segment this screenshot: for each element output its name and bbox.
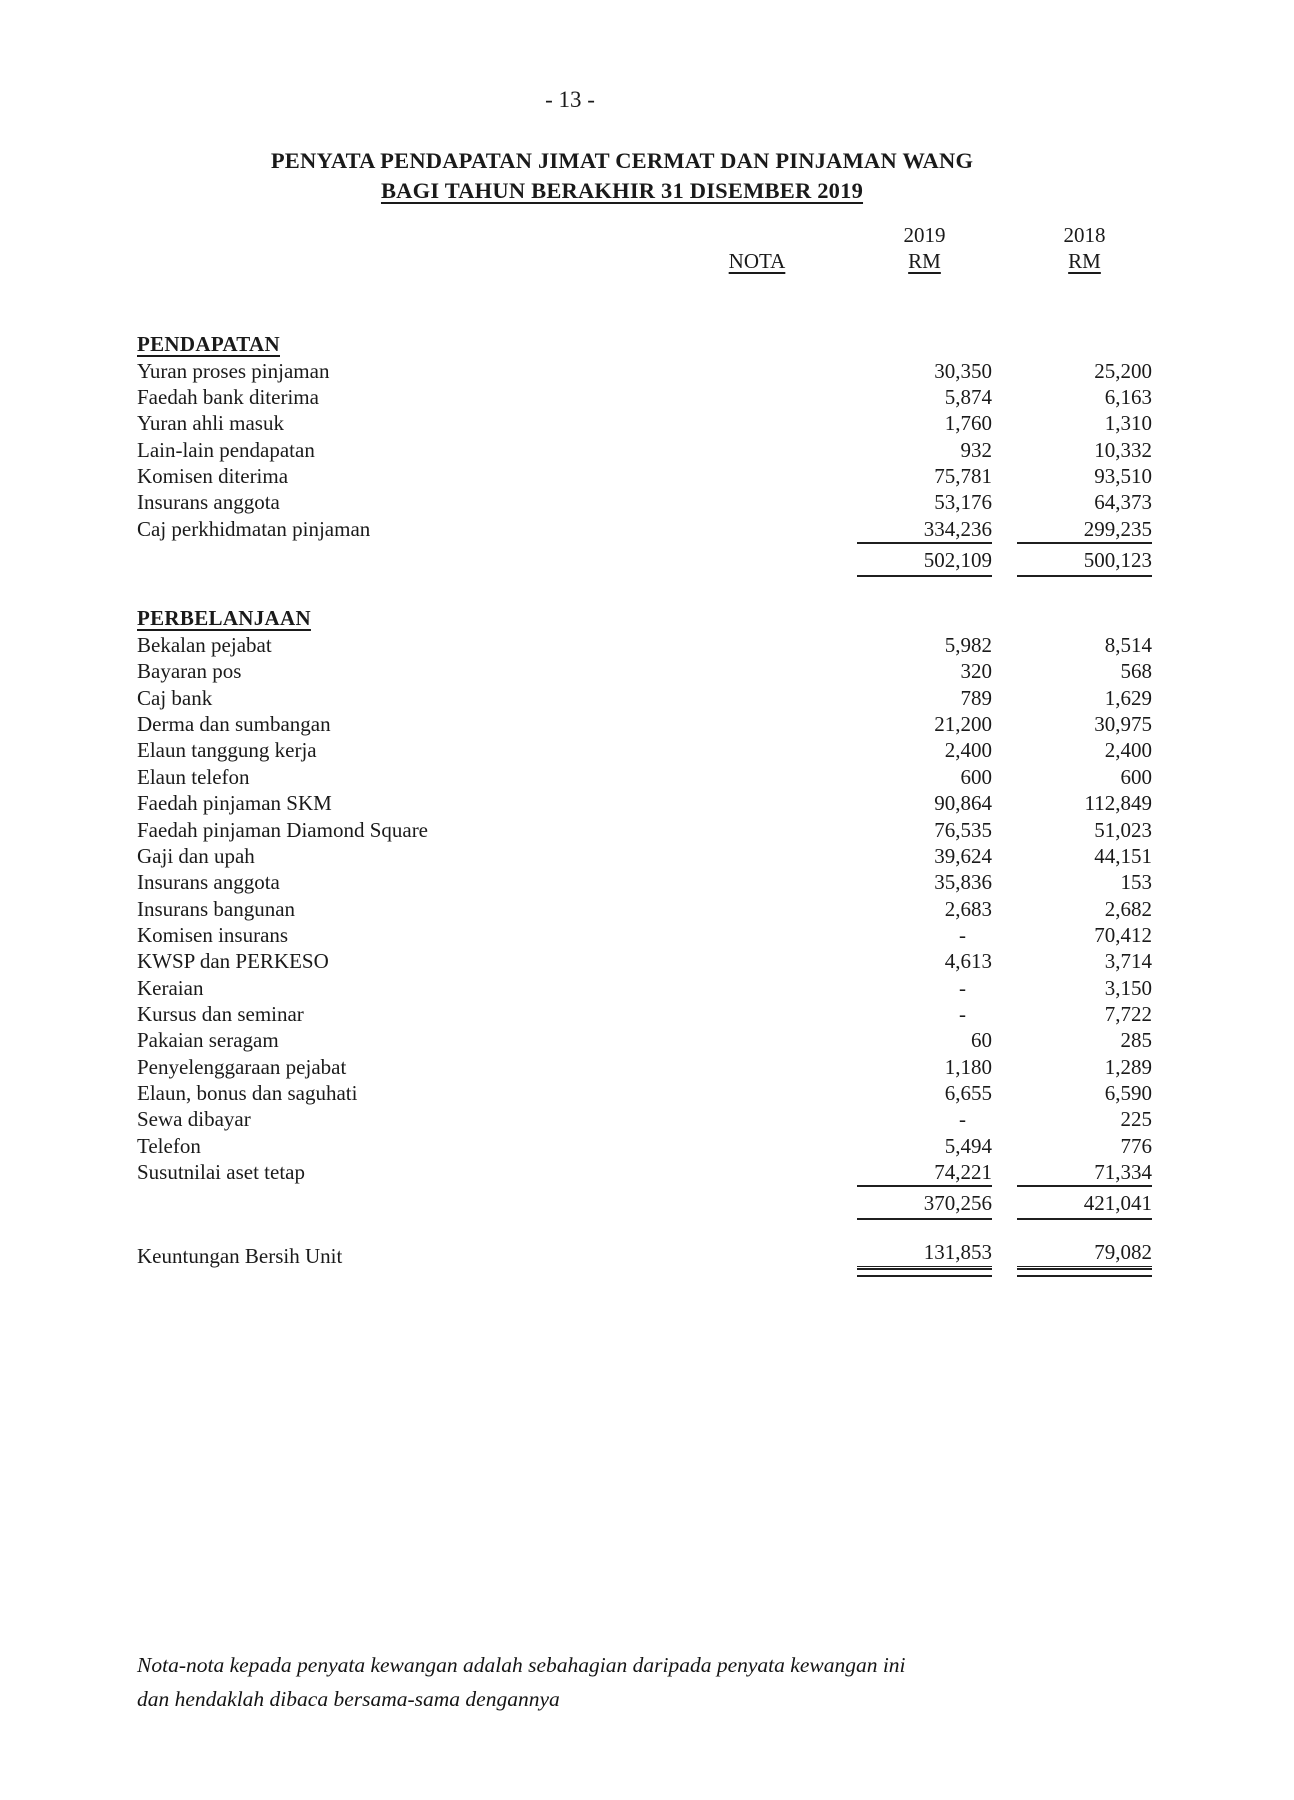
amount-2018-cell (1017, 632, 1152, 658)
row-label: Pakaian seragam (137, 1028, 279, 1053)
amount-2018-cell (1017, 410, 1152, 436)
amount-2019-value: 334,236 (923, 516, 992, 541)
amount-2018-value: 776 (1120, 1133, 1152, 1158)
row-label: Faedah pinjaman Diamond Square (137, 817, 429, 842)
spacer (137, 576, 1152, 605)
amount-2019-cell (817, 384, 992, 410)
amount-2019-cell (817, 685, 992, 711)
row-label: Penyelenggaraan pejabat (137, 1054, 347, 1079)
amount-2019-value: 35,836 (934, 870, 992, 895)
net-profit-label: Keuntungan Bersih Unit (137, 1244, 343, 1269)
amount-2019-value: 5,874 (944, 385, 992, 410)
amount-2018-value: 6,590 (1104, 1080, 1152, 1105)
row-label: Telefon (137, 1133, 201, 1158)
footnote (137, 1648, 906, 1716)
income-total-row (137, 542, 1152, 576)
amount-2018-cell (1017, 737, 1152, 763)
amount-2019-value: 5,982 (944, 633, 992, 658)
amount-2018-value: 112,849 (1084, 791, 1152, 816)
amount-2018-value: 2,682 (1104, 896, 1152, 921)
amount-2019-value: 5,494 (944, 1133, 992, 1158)
net-profit-2018: 79,082 (1017, 1241, 1152, 1267)
amount-2019-cell (817, 896, 992, 922)
row-label: Kursus dan seminar (137, 1001, 304, 1026)
amount-2018-cell (1017, 843, 1152, 869)
amount-2018-value: 64,373 (1094, 490, 1152, 515)
row-label: Lain-lain pendapatan (137, 437, 315, 462)
table-row (137, 410, 1152, 436)
amount-2019-value: 1,180 (944, 1054, 992, 1079)
nota-column-header: NOTA (728, 249, 786, 274)
amount-2018-cell (1017, 922, 1152, 948)
expense-section-heading-row (137, 605, 1152, 632)
amount-2019-cell (817, 1001, 992, 1027)
income-section-heading: PENDAPATAN (137, 331, 280, 356)
row-label: Komisen diterima (137, 464, 289, 489)
table-row (137, 790, 1152, 816)
amount-2018-value: 299,235 (1083, 516, 1152, 541)
table-row (137, 711, 1152, 737)
net-profit-2019: 131,853 (857, 1241, 992, 1267)
amount-2019-value: 60 (971, 1028, 992, 1053)
table-row (137, 737, 1152, 763)
row-label: Elaun telefon (137, 764, 250, 789)
amount-2018-value: 153 (1120, 870, 1152, 895)
amount-2018-cell (1017, 764, 1152, 790)
amount-2019-value: 789 (960, 685, 992, 710)
amount-2019-value: 2,683 (944, 896, 992, 921)
amount-2018-value: 30,975 (1094, 712, 1152, 737)
table-row (137, 658, 1152, 684)
row-label: KWSP dan PERKESO (137, 949, 329, 974)
amount-2019-cell (817, 437, 992, 463)
amount-2018-value: 6,163 (1104, 385, 1152, 410)
footnote-line-2: dan hendaklah dibaca bersama-sama dengannya (137, 1687, 560, 1711)
table-row (137, 1001, 1152, 1027)
row-label: Susutnilai aset tetap (137, 1159, 305, 1184)
amount-2019-cell (817, 632, 992, 658)
amount-2019-cell (817, 975, 992, 1001)
row-label: Insurans anggota (137, 870, 280, 895)
amount-2019-cell (817, 1133, 992, 1159)
table-row (137, 869, 1152, 895)
amount-2018-cell (1017, 790, 1152, 816)
amount-2018-value: 70,412 (1094, 922, 1152, 947)
amount-2018-cell (1017, 437, 1152, 463)
amount-2018-cell (1017, 711, 1152, 737)
amount-2018-cell (1017, 1054, 1152, 1080)
amount-2019-cell (817, 922, 992, 948)
amount-2018-cell (1017, 1027, 1152, 1053)
row-label: Bekalan pejabat (137, 633, 272, 658)
amount-2018-cell (1017, 896, 1152, 922)
income-section-heading-row (137, 331, 1152, 358)
page-number: - 13 - (545, 87, 595, 112)
amount-2019-value: 932 (960, 437, 992, 462)
amount-2018-cell (1017, 1159, 1152, 1185)
amount-2019-value: 2,400 (944, 738, 992, 763)
income-rows (137, 358, 1152, 542)
amount-2019-value: 30,350 (934, 358, 992, 383)
year-2018-header: 2018 (1063, 223, 1106, 247)
amount-2018-value: 51,023 (1094, 817, 1152, 842)
amount-2019-cell (817, 790, 992, 816)
table-row (137, 1054, 1152, 1080)
table-row (137, 437, 1152, 463)
amount-2019-cell (817, 764, 992, 790)
amount-2018-cell (1017, 1001, 1152, 1027)
row-label: Derma dan sumbangan (137, 712, 331, 737)
amount-2019-value: - (959, 1001, 966, 1026)
financial-table (137, 222, 1152, 1267)
amount-2019-value: 75,781 (934, 464, 992, 489)
amount-2018-value: 600 (1120, 764, 1152, 789)
amount-2018-value: 2,400 (1104, 738, 1152, 763)
table-row (137, 1133, 1152, 1159)
amount-2019-value: 600 (960, 764, 992, 789)
amount-2019-value: 1,760 (944, 411, 992, 436)
amount-2019-cell (817, 516, 992, 542)
amount-2019-cell (817, 869, 992, 895)
amount-2019-value: 320 (960, 659, 992, 684)
rm-2019-header: RM (908, 249, 941, 274)
expense-total-row (137, 1185, 1152, 1219)
row-label: Sewa dibayar (137, 1107, 251, 1132)
table-row (137, 632, 1152, 658)
amount-2018-cell (1017, 1133, 1152, 1159)
row-label: Komisen insurans (137, 922, 289, 947)
amount-2018-cell (1017, 384, 1152, 410)
amount-2018-cell (1017, 489, 1152, 515)
amount-2019-value: - (959, 922, 966, 947)
rm-2018-header: RM (1068, 249, 1101, 274)
statement-title: PENYATA PENDAPATAN JIMAT CERMAT DAN PINJAMAN WANG (270, 148, 974, 173)
amount-2018-cell (1017, 685, 1152, 711)
row-label: Caj bank (137, 685, 213, 710)
income-total-2019: 502,109 (857, 542, 992, 577)
amount-2018-cell (1017, 948, 1152, 974)
amount-2018-cell (1017, 975, 1152, 1001)
row-label: Elaun tanggung kerja (137, 738, 317, 763)
amount-2019-cell (817, 1159, 992, 1185)
amount-2019-value: 76,535 (934, 817, 992, 842)
table-row (137, 516, 1152, 542)
statement-title-block (132, 146, 1112, 206)
amount-2018-value: 225 (1120, 1107, 1152, 1132)
net-profit-row (137, 1237, 1152, 1267)
table-row (137, 948, 1152, 974)
table-row (137, 685, 1152, 711)
amount-2018-value: 1,629 (1104, 685, 1152, 710)
table-row (137, 1080, 1152, 1106)
row-label: Yuran proses pinjaman (137, 358, 330, 383)
amount-2019-value: 53,176 (934, 490, 992, 515)
table-row (137, 975, 1152, 1001)
footnote-line-1: Nota-nota kepada penyata kewangan adalah sebahagian daripada penyata kewangan ini (137, 1653, 906, 1677)
amount-2018-cell (1017, 463, 1152, 489)
amount-2019-value: - (959, 975, 966, 1000)
row-label: Keraian (137, 975, 204, 1000)
amount-2018-value: 1,310 (1104, 411, 1152, 436)
row-label: Faedah bank diterima (137, 385, 319, 410)
row-label: Elaun, bonus dan saguhati (137, 1080, 358, 1105)
amount-2019-cell (817, 843, 992, 869)
row-label: Insurans bangunan (137, 896, 296, 921)
amount-2019-cell (817, 410, 992, 436)
amount-2019-value: 74,221 (934, 1159, 992, 1184)
table-row (137, 764, 1152, 790)
amount-2018-value: 1,289 (1104, 1054, 1152, 1079)
table-row (137, 358, 1152, 384)
table-row (137, 384, 1152, 410)
amount-2018-value: 568 (1120, 659, 1152, 684)
expense-total-2018: 421,041 (1017, 1185, 1152, 1220)
table-row (137, 463, 1152, 489)
amount-2019-value: 21,200 (934, 712, 992, 737)
row-label: Bayaran pos (137, 659, 242, 684)
table-row (137, 896, 1152, 922)
amount-2019-cell (817, 489, 992, 515)
amount-2019-value: - (959, 1107, 966, 1132)
row-label: Yuran ahli masuk (137, 411, 284, 436)
table-row (137, 817, 1152, 843)
table-row (137, 1027, 1152, 1053)
amount-2019-cell (817, 463, 992, 489)
year-header-row (137, 222, 1152, 248)
amount-2019-value: 6,655 (944, 1080, 992, 1105)
table-row (137, 1159, 1152, 1185)
spacer (137, 275, 1152, 331)
amount-2018-value: 71,334 (1094, 1159, 1152, 1184)
amount-2019-cell (817, 711, 992, 737)
amount-2019-cell (817, 658, 992, 684)
expense-section-heading: PERBELANJAAN (137, 606, 311, 631)
currency-header-row (137, 248, 1152, 274)
amount-2018-cell (1017, 658, 1152, 684)
amount-2019-cell (817, 358, 992, 384)
amount-2019-cell (817, 1106, 992, 1132)
amount-2018-value: 3,150 (1104, 975, 1152, 1000)
row-label: Insurans anggota (137, 490, 280, 515)
statement-period: BAGI TAHUN BERAKHIR 31 DISEMBER 2019 (380, 178, 864, 203)
amount-2019-value: 39,624 (934, 843, 992, 868)
amount-2018-cell (1017, 1080, 1152, 1106)
table-row (137, 922, 1152, 948)
amount-2019-cell (817, 1027, 992, 1053)
amount-2018-cell (1017, 1106, 1152, 1132)
amount-2019-cell (817, 1054, 992, 1080)
row-label: Faedah pinjaman SKM (137, 791, 332, 816)
amount-2018-value: 8,514 (1104, 633, 1152, 658)
amount-2018-cell (1017, 516, 1152, 542)
amount-2018-cell (1017, 869, 1152, 895)
amount-2018-cell (1017, 817, 1152, 843)
amount-2018-value: 44,151 (1094, 843, 1152, 868)
amount-2018-cell (1017, 358, 1152, 384)
amount-2019-cell (817, 948, 992, 974)
year-2019-header: 2019 (903, 223, 946, 247)
amount-2018-value: 25,200 (1094, 358, 1152, 383)
amount-2019-value: 90,864 (934, 791, 992, 816)
amount-2018-value: 285 (1120, 1028, 1152, 1053)
table-row (137, 1106, 1152, 1132)
amount-2018-value: 10,332 (1094, 437, 1152, 462)
amount-2018-value: 7,722 (1104, 1001, 1152, 1026)
amount-2019-cell (817, 817, 992, 843)
amount-2018-value: 3,714 (1104, 949, 1152, 974)
expense-rows (137, 632, 1152, 1185)
table-row (137, 843, 1152, 869)
amount-2019-value: 4,613 (944, 949, 992, 974)
income-total-2018: 500,123 (1017, 542, 1152, 577)
amount-2019-cell (817, 1080, 992, 1106)
row-label: Caj perkhidmatan pinjaman (137, 516, 371, 541)
expense-total-2019: 370,256 (857, 1185, 992, 1220)
row-label: Gaji dan upah (137, 843, 255, 868)
amount-2019-cell (817, 737, 992, 763)
table-row (137, 489, 1152, 515)
amount-2018-value: 93,510 (1094, 464, 1152, 489)
